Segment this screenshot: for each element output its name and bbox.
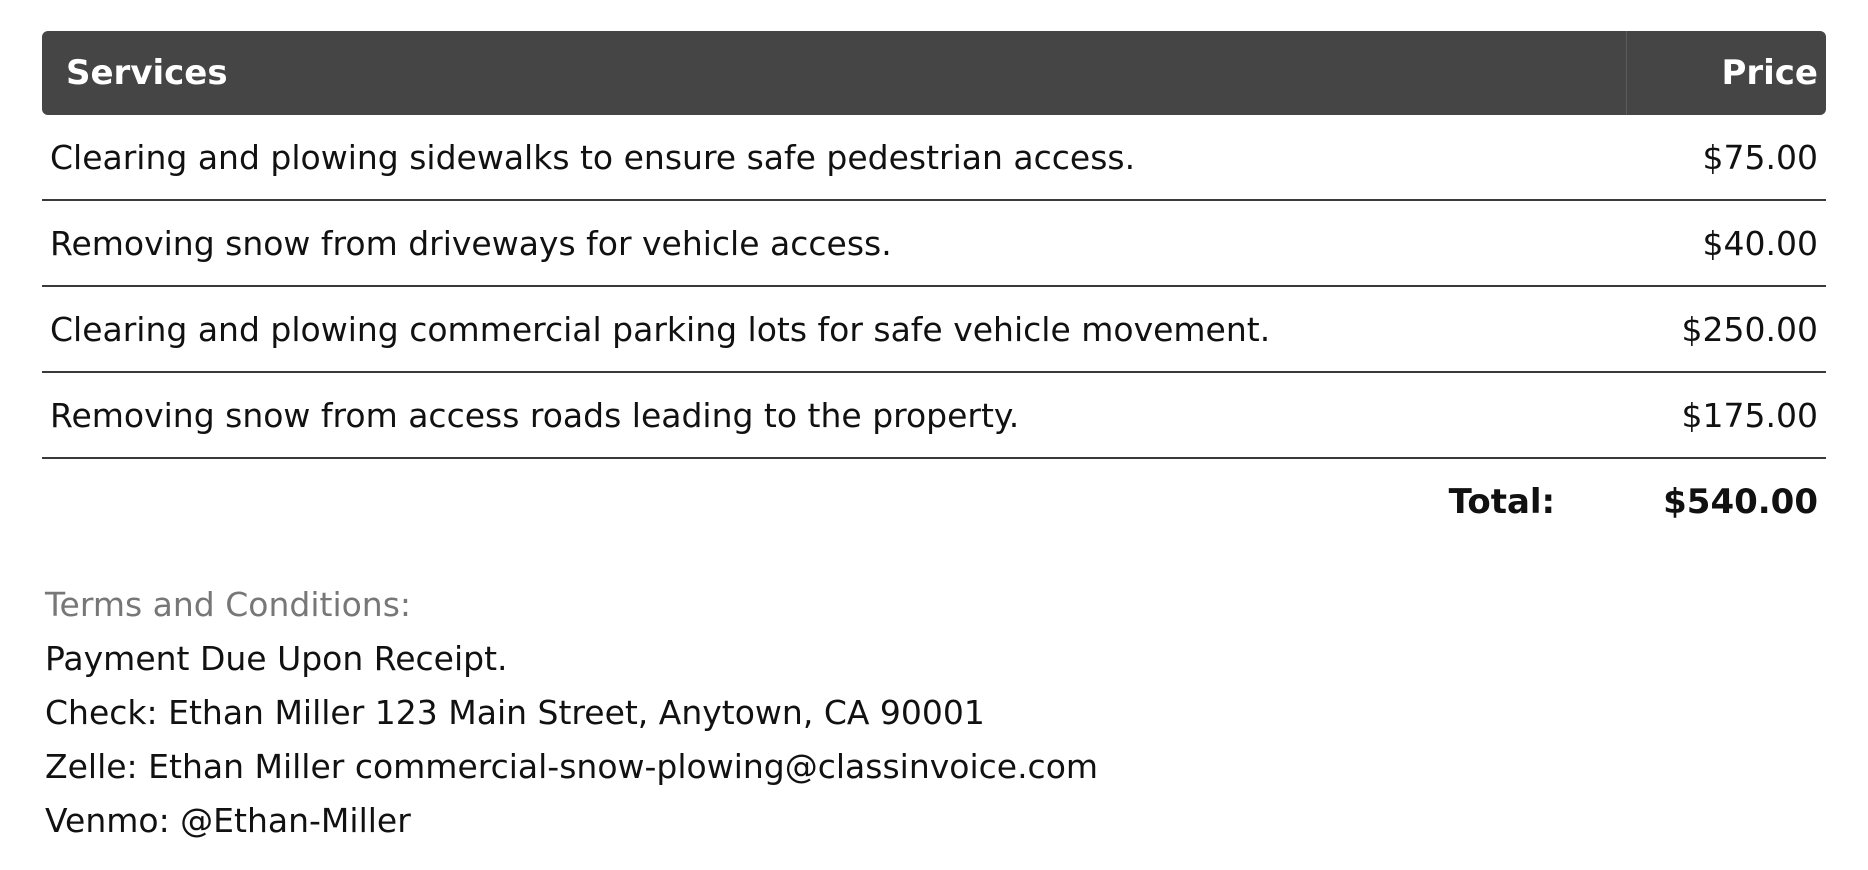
service-price: $175.00 (1681, 395, 1818, 435)
terms-line-check: Check: Ethan Miller 123 Main Street, Anytown, CA 90001 (45, 693, 985, 732)
header-services: Services (66, 53, 228, 93)
terms-section (45, 578, 1098, 848)
terms-line-payment: Payment Due Upon Receipt. (45, 639, 508, 678)
header-price: Price (1626, 31, 1826, 115)
terms-line-venmo: Venmo: @Ethan-Miller (45, 801, 411, 840)
services-table (42, 31, 1826, 545)
terms-heading: Terms and Conditions: (45, 585, 412, 624)
total-label: Total: (1448, 482, 1556, 522)
service-description: Removing snow from driveways for vehicle access. (50, 223, 892, 263)
total-row (42, 459, 1826, 545)
service-description: Clearing and plowing commercial parking lots for safe vehicle movement. (50, 309, 1271, 349)
table-row (42, 373, 1826, 459)
service-price: $40.00 (1702, 223, 1818, 263)
service-description: Clearing and plowing sidewalks to ensure safe pedestrian access. (50, 137, 1136, 177)
table-row (42, 287, 1826, 373)
table-header (42, 31, 1826, 115)
terms-line-zelle: Zelle: Ethan Miller commercial-snow-plowing@classinvoice.com (45, 747, 1099, 786)
service-price: $250.00 (1681, 309, 1818, 349)
table-row (42, 115, 1826, 201)
table-row (42, 201, 1826, 287)
service-description: Removing snow from access roads leading to the property. (50, 395, 1020, 435)
total-value: $540.00 (1663, 482, 1818, 522)
service-price: $75.00 (1702, 137, 1818, 177)
